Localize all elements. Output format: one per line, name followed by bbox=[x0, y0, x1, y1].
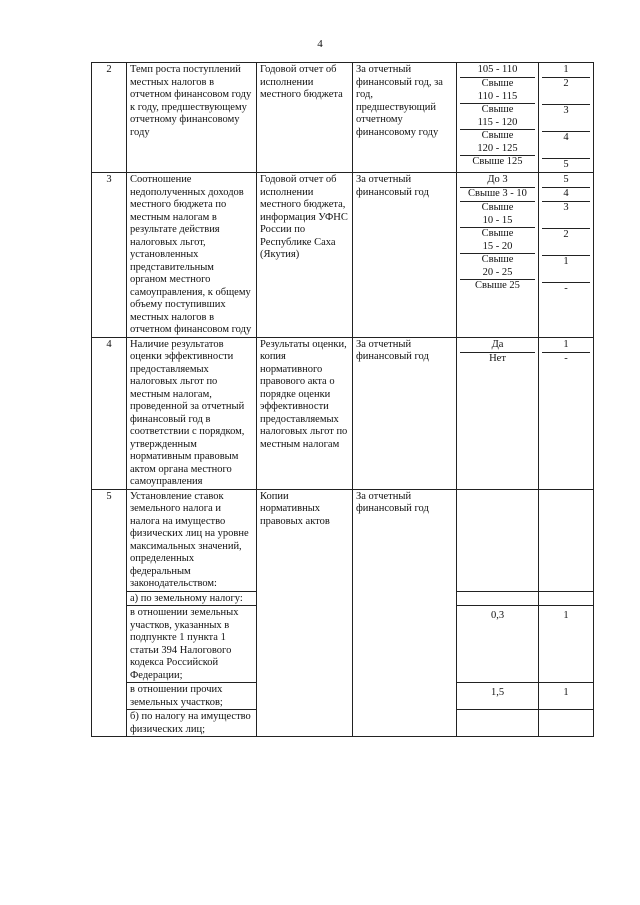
points-cell bbox=[539, 489, 594, 591]
row-number: 5 bbox=[92, 489, 127, 737]
criteria-value: Да bbox=[491, 338, 504, 350]
points-value: 3 bbox=[542, 104, 590, 131]
source-cell: Копии нормативных правовых актов bbox=[257, 489, 353, 737]
indicator-cell: Наличие результатов оценки эффективности предоставляемых налоговых льгот по местным налогам, проведенной за отчетный финансовый год в соответствии с порядком, утвержденным нормативным правовым актом органа местного самоуправления bbox=[127, 337, 257, 489]
points-value bbox=[539, 591, 594, 606]
criteria-cell bbox=[457, 63, 539, 173]
criteria-value: Свыше 15 - 20 bbox=[460, 227, 535, 253]
points-cell bbox=[539, 63, 594, 173]
page-number: 4 bbox=[317, 38, 323, 50]
criteria-value: 0,3 bbox=[457, 606, 539, 683]
row-number: 2 bbox=[92, 63, 127, 173]
period-cell: За отчетный финансовый год bbox=[353, 489, 457, 737]
table-row bbox=[92, 489, 594, 591]
criteria-value bbox=[457, 710, 539, 737]
points-value: 2 bbox=[542, 228, 590, 255]
table-row bbox=[92, 173, 594, 338]
criteria-value: Свыше 25 bbox=[460, 279, 535, 293]
period-cell: За отчетный финансовый год bbox=[353, 173, 457, 338]
points-value: 1 bbox=[563, 338, 569, 350]
subindicator-cell: б) по налогу на имущество физических лиц; bbox=[127, 710, 257, 737]
points-value: - bbox=[542, 352, 590, 366]
points-cell bbox=[539, 337, 594, 489]
row-number: 3 bbox=[92, 173, 127, 338]
subindicator-cell: в отношении прочих земельных участков; bbox=[127, 683, 257, 710]
points-value: 1 bbox=[563, 64, 569, 75]
indicator-cell: Соотношение недополученных доходов местного бюджета по местным налогам в результате действия налоговых льгот, установленных представительным органом местного самоуправления, к общему объему поступивших местных налогов в отчетном финансовом году bbox=[127, 173, 257, 338]
period-cell: За отчетный финансовый год bbox=[353, 337, 457, 489]
criteria-value: Свыше 120 - 125 bbox=[460, 129, 535, 155]
criteria-cell bbox=[457, 489, 539, 591]
points-value: 4 bbox=[542, 187, 590, 201]
source-cell: Годовой отчет об исполнении местного бюджета, информация УФНС России по Республике Саха (Якутия) bbox=[257, 173, 353, 338]
points-value: 5 bbox=[542, 158, 590, 172]
period-cell: За отчетный финансовый год, за год, предшествующий отчетному финансовому году bbox=[353, 63, 457, 173]
points-value: 1 bbox=[542, 255, 590, 282]
criteria-value bbox=[457, 591, 539, 606]
criteria-value: Свыше 3 - 10 bbox=[460, 187, 535, 201]
points-cell bbox=[539, 173, 594, 338]
row-number: 4 bbox=[92, 337, 127, 489]
criteria-value: Свыше 20 - 25 bbox=[460, 253, 535, 279]
points-value: 1 bbox=[539, 683, 594, 710]
criteria-value: Свыше 110 - 115 bbox=[460, 77, 535, 103]
criteria-value: Нет bbox=[460, 352, 535, 366]
source-cell: Результаты оценки, копия нормативного правового акта о порядке оценки эффективности предоставляемых налоговых льгот по местным налогам bbox=[257, 337, 353, 489]
criteria-value: До 3 bbox=[487, 174, 508, 185]
points-value: 2 bbox=[542, 77, 590, 104]
criteria-value: Свыше 115 - 120 bbox=[460, 103, 535, 129]
criteria-cell bbox=[457, 337, 539, 489]
criteria-cell bbox=[457, 173, 539, 338]
subindicator-cell: в отношении земельных участков, указанных в подпункте 1 пункта 1 статьи 394 Налогового кодекса Российской Федерации; bbox=[127, 606, 257, 683]
source-cell: Годовой отчет об исполнении местного бюджета bbox=[257, 63, 353, 173]
points-value: 4 bbox=[542, 131, 590, 158]
criteria-value: Свыше 125 bbox=[460, 155, 535, 169]
criteria-value: Свыше 10 - 15 bbox=[460, 201, 535, 227]
indicator-cell: Установление ставок земельного налога и налога на имущество физических лиц на уровне максимальных значений, определенных федеральным законодательством: bbox=[127, 489, 257, 591]
subindicator-cell: а) по земельному налогу: bbox=[127, 591, 257, 606]
points-value: - bbox=[542, 282, 590, 296]
table-row bbox=[92, 337, 594, 489]
points-value: 3 bbox=[542, 201, 590, 228]
criteria-value: 1,5 bbox=[457, 683, 539, 710]
criteria-value: 105 - 110 bbox=[477, 64, 518, 75]
points-value: 5 bbox=[563, 174, 569, 185]
criteria-table bbox=[91, 62, 594, 737]
points-value bbox=[539, 710, 594, 737]
indicator-cell: Темп роста поступлений местных налогов в отчетном финансовом году к году, предшествующему отчетному финансовому году bbox=[127, 63, 257, 173]
table-row bbox=[92, 63, 594, 173]
points-value: 1 bbox=[539, 606, 594, 683]
